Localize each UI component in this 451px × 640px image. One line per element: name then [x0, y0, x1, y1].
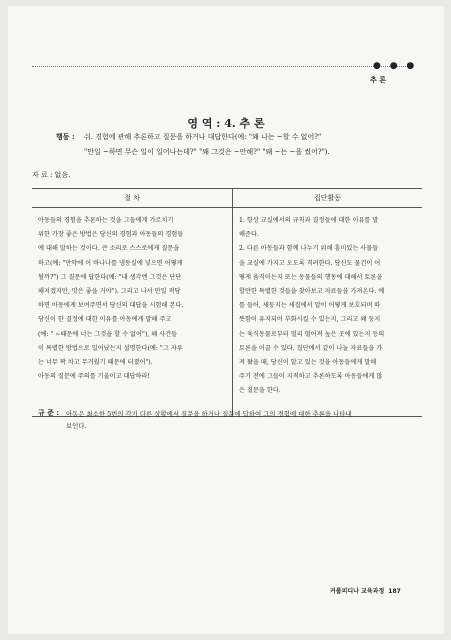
procedure-line: 하면 아동에게 보여주면서 당신의 대답을 시험해 본다. — [38, 302, 184, 310]
procedure-line: 아동의 질문에 주의를 기울이고 대답하라! — [38, 373, 150, 381]
criterion-label: 규 준 : — [38, 408, 59, 417]
procedure-line: 아동들의 경험을 추론하는 것을 그들에게 가르치기 — [38, 217, 174, 224]
criterion-line-1: 아동은 최소한 5번의 각기 다른 상황에서 질문을 하거나 질문에 답하여 그의 경험에 대한 추론을 나타내 — [66, 410, 352, 418]
behavior-text-line-2: "만일 ~하면 무슨 일이 일어나는데?" "왜 그것은 ~안해?" "왜 ~는 ~을 썼어?"). — [84, 148, 330, 156]
group-line: 할만한 특별한 것들을 찾아보고 자료들을 가져온다. 예 — [239, 288, 385, 296]
group-line: 1. 항상 교실에서의 규칙과 결정들에 대한 이유를 말 — [239, 217, 379, 224]
header-dots: ● ● ● — [373, 61, 418, 71]
criterion-text — [66, 408, 352, 432]
group-line: 를 들어, 새둥지는 새집에서 알이 어떻게 보호되며 따 — [239, 302, 381, 310]
group-line: 져 왔을 때, 당신이 알고 있는 것을 아동들에게 말해 — [239, 359, 377, 367]
procedure-cell — [32, 208, 233, 417]
footer-book-title: 커룹피디나 교육과정 — [330, 588, 385, 595]
procedure-line: 는 너무 꽉 차고 무거웠기 때문에 터졌어"). — [38, 359, 153, 367]
criterion-line-2: 보인다. — [66, 422, 87, 430]
group-line: 는 육식동물로부터 멀리 떨어져 높은 곳에 있는지 등의 — [239, 330, 385, 338]
page-title: 영 역 : 4. 추 론 — [187, 117, 265, 130]
procedure-line: 이 특별한 방법으로 일어났는지 설명한다(예: "그 자루 — [38, 344, 183, 352]
group-line: 주기 전에 그들이 지적하고 추론하도록 아동들에게 많 — [239, 373, 383, 381]
header-dotted-rule — [32, 66, 412, 67]
procedure-line: 하고(예: "만약에 이 바나나를 냉동실에 넣으면 어떻게 — [38, 259, 183, 267]
procedure-line: 위한 가장 좋은 방법은 당신의 경험과 아동들의 경험들 — [38, 231, 184, 239]
group-line: 을 교실에 가지고 오도록 격려한다. 당신도 물건이 어 — [239, 259, 381, 267]
page-footer — [326, 586, 401, 595]
procedure-header: 절 차 — [32, 189, 233, 208]
group-line: 토론을 이끌 수 있다. 집단에서 같이 나눌 자료들을 가 — [239, 344, 383, 352]
procedure-line: (예: " ~때문에 너는 그것을 할 수 없어"), 왜 사건들 — [38, 330, 178, 338]
procedure-line: 당신이 한 결정에 대한 이유를 아동에게 말해 주고 — [38, 316, 172, 324]
procedure-line: 될까?") 그 질문에 답한다(예: "내 생각엔 그것은 단단 — [38, 273, 182, 281]
group-line: 은 질문을 한다. — [239, 387, 281, 395]
behavior-label: 행동 : — [56, 132, 75, 141]
group-line: 떻게 움직이는지 또는 동물들의 행동에 대해서 토론을 — [239, 273, 383, 281]
group-activity-header: 집단활동 — [233, 189, 423, 208]
group-activity-cell — [233, 208, 423, 417]
materials-line: 자 료 : 없음. — [32, 171, 71, 179]
group-line: 해준다. — [239, 231, 259, 239]
procedure-line: 에 대해 말하는 것이다. 큰 소리로 스스로에게 질문을 — [38, 245, 180, 253]
page-number: 187 — [388, 588, 401, 595]
procedure-line: 해지겠지만, 맛은 좋을 거야"). 그리고 나서 만일 적당 — [38, 288, 181, 296]
behavior-text-line-1: 쉬. 경험에 관해 추론하고 질문을 하거나 대답한다(예: "왜 나는 ~할 수 없어?" — [84, 133, 322, 141]
group-line: 뜻함이 유지되어 부화시킬 수 있는지, 그리고 왜 둥지 — [239, 316, 381, 324]
group-line: 2. 다른 아동들과 함께 나누기 위해 흥미있는 사물들 — [239, 245, 379, 253]
page — [8, 6, 444, 634]
section-tag: 추 론 — [370, 76, 386, 84]
activity-table — [32, 188, 422, 417]
